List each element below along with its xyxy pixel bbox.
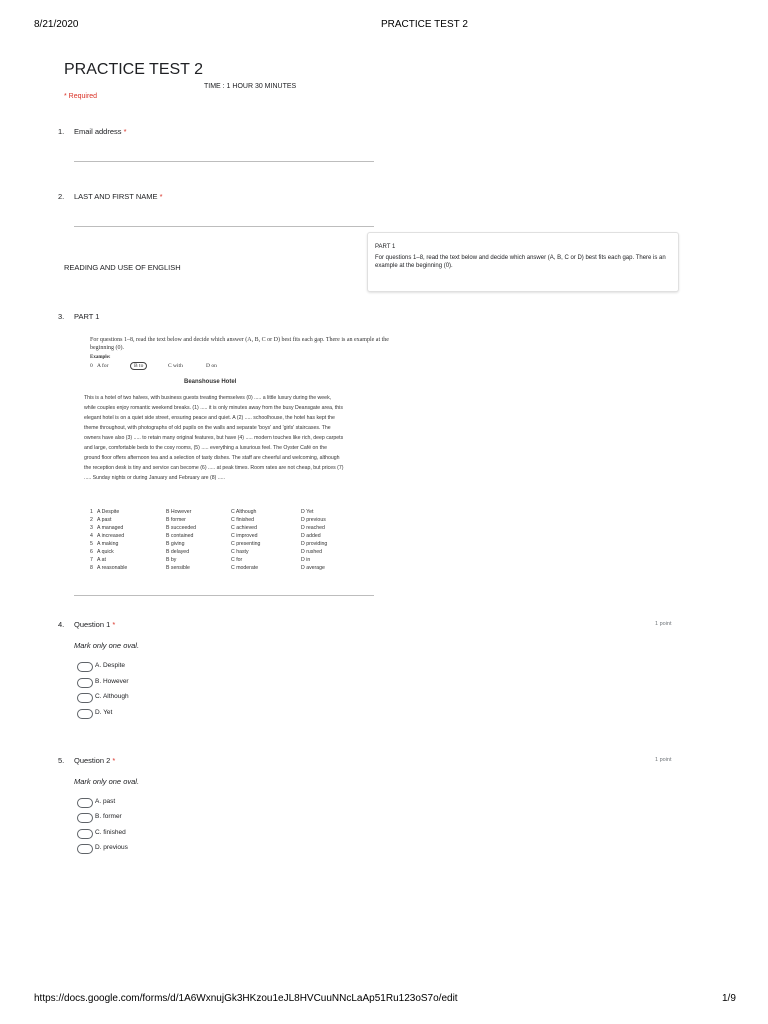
radio-option-d[interactable] (77, 844, 93, 854)
question-label-q2: Question 2 * (74, 756, 116, 765)
form-title: PRACTICE TEST 2 (64, 61, 203, 78)
points-label: 1 point (655, 621, 672, 627)
option-label[interactable]: A. Despite (95, 662, 125, 669)
scan-example-num: 0 (90, 363, 93, 369)
question-label-name: LAST AND FIRST NAME * (74, 192, 163, 201)
scan-example-a: A for (97, 363, 109, 369)
exam-text-image: For questions 1–8, read the text below and decide which answer (A, B, C or D) best fits each gap. There is an example at the beginning (0). Example: 0 A for B to C with D on Beanshouse Hotel This is a hotel of two halves, with business guests treating themselves (0) ..... a little luxury during the week, while couples enjoy romantic weekend breaks. (1) ..... it is only minutes away from the busy Deansgate area, this elegant hotel is on a quiet side street, ensuring peace and quiet. A (2) ..... schoolhouse, the hotel has kept the theme throughout, with photographs of old pupils on the walls and separate 'boys' and 'girls' staircases. The owners have also (3) ..... to retain many original features, but have (4) ..... modern touches like rich, deep carpets and large, comfortable beds to the cosy rooms, (5) ..... everything a luxurious feel. The Oyster Café on the ground floor offers afternoon tea and a selection of tasty dishes. The staff are cheerful and welcoming, although the reception desk is tiny and service can become (6) ..... at peak times. Room rates are not cheap, but prices (7) ..... Sunday nights or during January and February are (8) ..... 1 A Despite B However C Although D Yet 2 A past B former C finished D previous 3 A managed B succeeded C achieved D reached 4 A increased B contained C improved D added 5 A making B giving C presenting D providing 6 A quick B delayed C hasty D rushed 7 A at B by C for D in 8 A reasonable B sensible C moderate D average (84, 336, 394, 594)
option-label[interactable]: A. past (95, 798, 116, 805)
radio-option-c[interactable] (77, 693, 93, 703)
info-text: For questions 1–8, read the text below and decide which answer (A, B, C or D) best fits each gap. There is an example at the beginning (0). (375, 255, 666, 269)
option-label[interactable]: B. However (95, 678, 129, 685)
info-title: PART 1 (375, 244, 396, 250)
radio-option-a[interactable] (77, 662, 93, 672)
scan-intro: For questions 1–8, read the text below and decide which answer (A, B, C or D) best fits each gap. There is an example at the beginning (0). (90, 337, 389, 351)
email-input[interactable] (74, 161, 374, 162)
question-number: 4. (58, 620, 65, 629)
question-number: 3. (58, 312, 65, 321)
option-label[interactable]: D. Yet (95, 709, 113, 716)
question-label-email: Email address * (74, 127, 127, 136)
radio-option-b[interactable] (77, 678, 93, 688)
print-title: PRACTICE TEST 2 (381, 19, 468, 30)
radio-option-b[interactable] (77, 813, 93, 823)
option-label[interactable]: D. previous (95, 844, 128, 851)
part1-answer-input[interactable] (74, 595, 374, 596)
form-subtitle: TIME : 1 HOUR 30 MINUTES (204, 83, 297, 90)
points-label: 1 point (655, 757, 672, 763)
scan-example-d: D on (206, 363, 217, 369)
option-label[interactable]: C. finished (95, 829, 126, 836)
question-label-part1: PART 1 (74, 312, 100, 321)
scan-passage: This is a hotel of two halves, with business guests treating themselves (0) ..... a little luxury during the week, while couples enjoy romantic weekend breaks. (1) ..... it is only minutes away from the busy Deansgate area, this elegant hotel is on a quiet side street, ensuring peace and quiet. A (2) ..... schoolhouse, the hotel has kept the theme throughout, with photographs of old pupils on the walls and separate 'boys' and 'girls' staircases. The owners have also (3) ..... to retain many original features, but have (4) ..... modern touches like rich, deep carpets and large, comfortable beds to the cosy rooms, (5) ..... everything a luxurious feel. The Oyster Café on the ground floor offers afternoon tea and a selection of tasty dishes. The staff are cheerful and welcoming, although the reception desk is tiny and service can become (6) ..... at peak times. Room rates are not cheap, but prices (7) ..... Sunday nights or during January and February are (8) ..... (84, 395, 344, 481)
print-url: https://docs.google.com/forms/d/1A6WxnujGk3HKzou1eJL8HVCuuNNcLaAp51Ru123oS7o/edit (34, 993, 458, 1004)
question-label-q1: Question 1 * (74, 620, 116, 629)
question-number: 5. (58, 756, 65, 765)
name-input[interactable] (74, 226, 374, 227)
part-info-card (367, 232, 679, 292)
question-number: 2. (58, 192, 65, 201)
required-note: * Required (64, 93, 98, 100)
radio-option-d[interactable] (77, 709, 93, 719)
print-date: 8/21/2020 (34, 19, 79, 30)
section-title: READING AND USE OF ENGLISH (64, 263, 181, 272)
radio-option-c[interactable] (77, 829, 93, 839)
question-number: 1. (58, 127, 65, 136)
scan-passage-title: Beanshouse Hotel (184, 379, 237, 385)
scan-example-label: Example: (90, 355, 111, 360)
scan-example-c: C with (168, 363, 183, 369)
option-label[interactable]: C. Although (95, 693, 129, 700)
print-page-number: 1/9 (722, 993, 736, 1004)
option-label[interactable]: B. former (95, 813, 122, 820)
radio-option-a[interactable] (77, 798, 93, 808)
question-hint: Mark only one oval. (74, 777, 140, 786)
question-hint: Mark only one oval. (74, 641, 140, 650)
scan-example-b: B to (130, 362, 147, 370)
